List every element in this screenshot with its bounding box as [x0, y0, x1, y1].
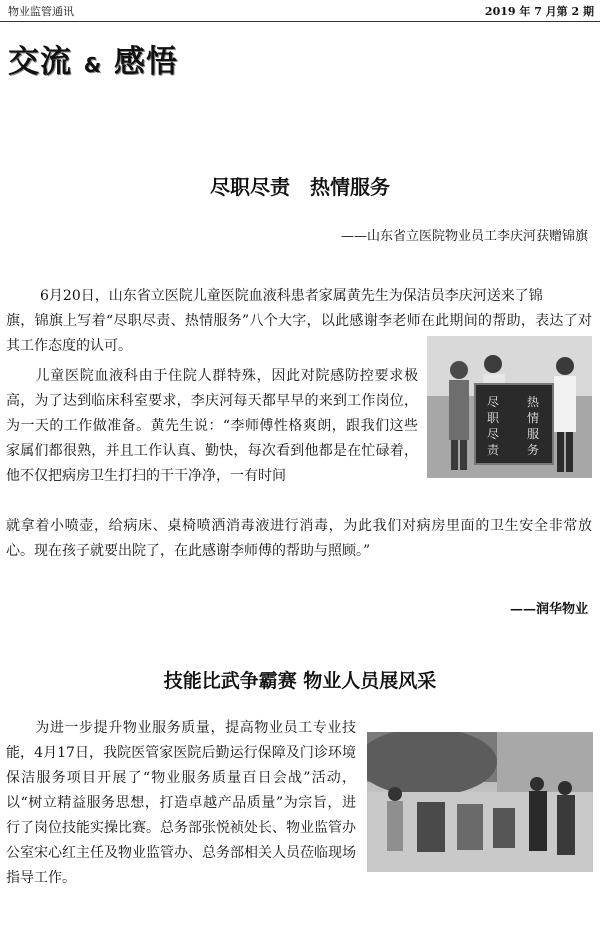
article1-para1-first-line: 6月20日，山东省立医院儿童医院血液科患者家属黄先生为保洁员李庆河送来了锦 [40, 288, 543, 304]
section-title [8, 36, 178, 81]
page-header [0, 0, 600, 22]
article1-subtitle: ——山东省立医院物业员工李庆河获赠锦旗 [340, 229, 588, 244]
article1-para2-continued: 就拿着小喷壶，给病床、桌椅喷洒消毒液进行消毒，为此我们对病房里面的卫生安全非常放心。现在孩子就要出院了，在此感谢李师傅的帮助与照顾。” [6, 518, 592, 559]
publication-name: 物业监管通讯 [8, 5, 74, 18]
section-title-right: 感悟 [114, 44, 179, 80]
banner-char-5: 热 [527, 395, 540, 409]
article2-para: 为进一步提升物业服务质量，提高物业员工专业技能，4月17日，我院医管家医院后勤运行保障及门诊环境保洁服务项目开展了“物业服务质量百日会战”活动，以“树立精益服务思想，打造卓越产品质量”为宗旨，进行了岗位技能实操比赛。总务部张悦祯处长、物业监管办公室宋心红主任及物业监管办、总务部相关人员莅临现场指导工作。 [6, 720, 356, 886]
header-rule [0, 21, 600, 22]
banner-char-4: 责 [487, 443, 500, 457]
banner-char-3: 尽 [487, 427, 500, 441]
section-title-left: 交流 [8, 44, 72, 80]
banner-char-1: 尽 [487, 395, 500, 409]
article1-para2: 儿童医院血液科由于住院人群特殊，因此对院感防控要求极高，为了达到临床科室要求，李庆河每天都早早的来到工作岗位，为一天的工作做准备。黄先生说：“李师傅性格爽朗，跟我们这些家属们都很熟，并且工作认真、勤快，每次看到他都是在忙碌着，他不仅把病房卫生打扫的干干净净，一有时间 [6, 368, 418, 484]
banner-char-2: 职 [487, 411, 500, 425]
competition-photo [367, 732, 593, 872]
banner-char-8: 务 [527, 443, 540, 457]
competition-photo-scene [367, 732, 593, 872]
article1-title: 尽职尽责 热情服务 [210, 175, 390, 199]
article1-para1: 旗，锦旗上写着“尽职尽责、热情服务”八个大字，以此感谢李老师在此期间的帮助，表达了对其工作态度的认可。 [6, 313, 592, 354]
banner-char-7: 服 [527, 427, 540, 441]
banner-photo-scene [427, 336, 592, 478]
article2-title: 技能比武争霸赛 物业人员展风采 [163, 670, 437, 692]
section-title-amp: & [83, 53, 103, 77]
issue-number: 2019 年 7 月第 2 期 [484, 5, 594, 18]
banner-photo [427, 336, 592, 478]
article1-signature: ——润华物业 [509, 602, 588, 617]
banner-char-6: 情 [527, 411, 540, 425]
